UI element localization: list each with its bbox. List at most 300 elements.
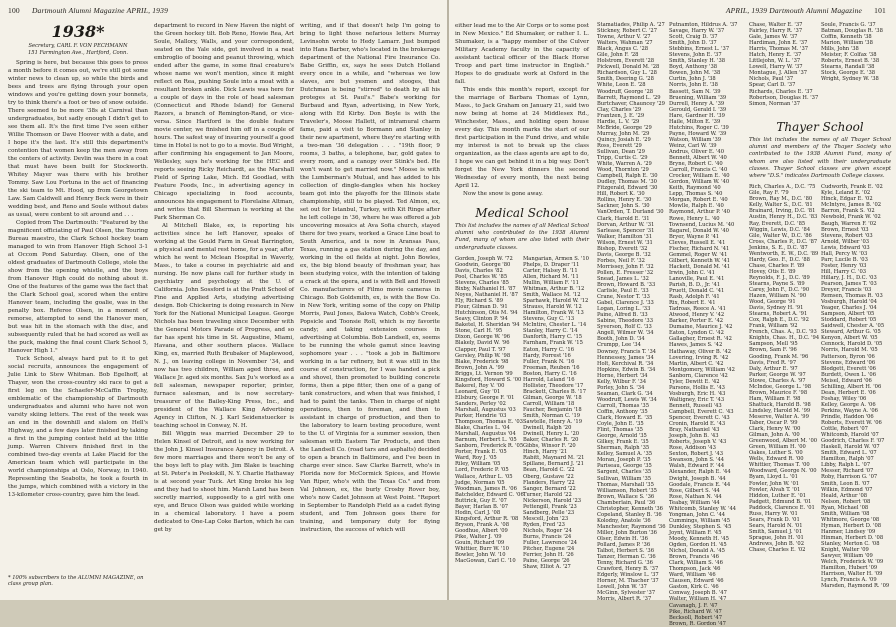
list-item: Roberts, Joseph V. '43: [669, 439, 727, 446]
list-item: Hutchins, Roger C. '39: [669, 124, 729, 131]
list-item: Logan, Loring L. '33: [597, 306, 651, 313]
list-item: Kenyon, Albert W. '05: [821, 335, 878, 342]
list-item: Smith, Samuel J. '01: [749, 528, 803, 535]
list-item: Thompson, Thomas E. '03: [455, 419, 523, 426]
list-item: VanOrden, T. Durland '30: [597, 209, 664, 216]
list-item: Smith, Stanley H. '38: [669, 58, 726, 65]
list-item: Gile, Walter W., D.C. '86: [749, 232, 812, 239]
list-item: Stearns, Robert A. '91: [749, 311, 808, 318]
list-item: Greenwood, Albert M. '00: [749, 438, 818, 445]
list-item: Hutchinson, Otis M. '94: [455, 310, 518, 317]
list-item: Chase, Charles F. '89: [749, 262, 805, 269]
medical-names-column-b: [523, 256, 589, 570]
list-item: Weinz, Carl W. '39: [669, 142, 717, 149]
list-item: Joseph, John B. '43: [669, 433, 719, 440]
list-item: Tenny, Richard G. '36: [597, 560, 653, 567]
list-item: Walter, William H. '47: [669, 596, 727, 603]
list-item: Shaw, Elliot A. '27: [523, 564, 571, 571]
list-item: Williamson, Robert '35: [597, 487, 657, 494]
list-item: Chamberlain, Paul '36: [597, 499, 656, 506]
list-item: Burns, Francis '24: [523, 533, 572, 540]
list-item: Spillane, Bernard J. '21: [523, 461, 584, 468]
list-item: Brown, Francis '46: [669, 554, 719, 561]
list-item: Booth, John D. '34: [597, 336, 645, 343]
list-item: Oberg, Gustave '22: [523, 473, 574, 480]
list-item: Knight, Walter '09: [821, 547, 869, 554]
column-1-text: [455, 22, 589, 198]
list-item: Brainard, Irving, D.C. '81: [749, 208, 816, 215]
list-item: Crane, Nestor T. '33: [597, 294, 650, 301]
list-item: Wallace, Arthur L. '05: [455, 473, 513, 480]
list-item: Simon, Norman '37: [749, 100, 801, 107]
list-item: Hanmer, Lindsey '09: [821, 528, 876, 535]
list-item: Kyle, Leland E. '02: [821, 190, 871, 197]
list-item: Pitcher, Eugene '24: [523, 546, 575, 553]
list-item: Hinch, Harry '21: [523, 449, 568, 456]
list-item: Hinck, Edgar E. '02: [821, 196, 873, 203]
list-item: Cox, Ralph E., D.C. '92: [749, 317, 809, 324]
list-item: Blodgett, Everett '06: [821, 365, 876, 372]
list-item: Whitcomb, Harold '07: [821, 432, 879, 439]
list-item: Morris, Albert R. '37: [597, 596, 652, 603]
list-item: Bryson, Frank A. '08: [455, 521, 510, 528]
list-item: Kingsford, Howard S. '00: [455, 376, 522, 383]
names-column-d: [821, 22, 891, 82]
list-item: Nickerson, Harold '23: [523, 497, 582, 504]
list-item: Snead, James L. '32: [597, 275, 649, 282]
left-column-2: [154, 22, 294, 534]
list-item: Payne, Howard W. '39: [669, 130, 727, 137]
list-item: Hathaway, Oliver B. '42: [669, 348, 732, 355]
thayer-school-note: This list includes the names of all Thayer School alumni and members of the Thayer Society who contributed to the 1938 Alumni Fund, many of whom are also listed with their undergraduate classes. Thayer School classes are given except where "D.S." indicates Dartmouth College classes.: [749, 137, 891, 180]
list-item: Wood, Thornton '29: [597, 167, 649, 174]
list-item: Thomas, Marshall '35: [597, 481, 654, 488]
column-1-text: [8, 59, 148, 499]
list-item: Teabay, William '44: [669, 499, 720, 506]
right-page: [449, 0, 896, 627]
list-item: Sawtelle, Henry A. '19: [523, 419, 582, 426]
thayer-names-column-b: [821, 184, 891, 589]
list-item: Pool, Charles W. '85: [455, 273, 508, 280]
list-item: Coffin, Kenneth '38: [821, 34, 872, 41]
list-item: Wells, Edward R. '00: [749, 456, 804, 463]
list-item: Boyd, Anthony '38: [669, 64, 718, 71]
list-item: Sackner, John S. '30: [597, 203, 650, 210]
list-item: Steward, Arthur G. '05: [821, 329, 881, 336]
list-item: Sanger, Bernard '22: [523, 485, 576, 492]
list-item: Stanley, Merton C. '08: [821, 540, 880, 547]
list-item: Stevens, Edward '06: [821, 359, 876, 366]
list-item: Rose, Addison '43: [669, 445, 716, 452]
list-item: Ellsbury, George F. '01: [455, 394, 515, 401]
list-item: Crawford, Henry B. '37: [597, 566, 659, 573]
list-item: Wilkin, Edmond '07: [821, 486, 873, 493]
list-item: Angell, Wilmer W. '34: [597, 330, 654, 337]
list-item: Fowler, Alvah T. '01: [749, 486, 801, 493]
list-item: Robertson, Douglas H. '37: [749, 94, 819, 101]
list-item: Wood, George '91: [749, 299, 796, 306]
paragraph: Now the snow is gone away.: [463, 191, 543, 197]
paragraph: Copied from The Dartmouth: "Featured by the magnificent officiating of Paul Olsen, the Touring Bureau maestro, the Clark School hockey team managed to win from Hanover High School 3-1 at Occom Pond Saturday. Olsen, one of the oldest graduates of Dartmouth College, stole the show from the opening whistle, and the boys from Hanover High could do nothing about it. One of the features of the game was the fact that the Clark School goal, scored when the entire Hanover team, including the goalie, was in the penalty box. Referee Olsen, in a moment of remorse, attempted to send the Hanover men, but was hit in the stomach with the disc, and subsequently ruled that he had scored as well as the puck, making the final count Clark School 5, Hanover High 1.": [8, 220, 148, 354]
list-item: Davis, Fred R. '97: [749, 359, 797, 366]
list-item: Gorden, Joseph W. '72: [455, 255, 513, 262]
list-item: Sawyer, William '09: [821, 553, 873, 560]
list-item: Clay, Charles '29: [597, 106, 642, 113]
list-item: Hollister, Theodore '17: [523, 382, 584, 389]
column-2-text: [154, 22, 294, 534]
list-item: Cennock, Harold D. '05: [821, 341, 883, 348]
list-item: Lanoville, Paul E. '41: [669, 275, 725, 282]
list-item: Campbell, Ralph E. '30: [597, 173, 658, 180]
list-item: Crocker, William E. '40: [669, 173, 730, 180]
list-item: Nelson, Robert '08: [821, 498, 871, 505]
list-item: Lowell, Harry W. '37: [749, 64, 803, 71]
list-item: Smith, Deering G. '28: [597, 76, 654, 83]
list-item: McGinn, Sylvester '37: [597, 590, 656, 597]
list-item: Hare, Gardner H. '39: [669, 112, 725, 119]
list-item: Nichol, Donald A. '45: [669, 548, 725, 555]
list-item: Saidwell, Chester A. '05: [821, 323, 885, 330]
list-item: Swanson, John S. '44: [669, 457, 725, 464]
list-item: Porley, John S. '34: [597, 384, 645, 391]
list-item: Padgett, Edmund B. '01: [749, 498, 812, 505]
list-item: Ward, William '46: [669, 572, 716, 579]
list-item: Buttrick, Guy E. '07: [455, 497, 507, 504]
list-item: Campbell, Everett C. '43: [669, 409, 734, 415]
list-item: Carlisle, Paul E. '33: [597, 288, 649, 295]
list-item: Whittier, Burr W. '10: [455, 546, 509, 553]
list-item: Syverson, Rolf C. '33: [597, 324, 652, 331]
list-item: Scott, Craig D. '37: [669, 34, 718, 41]
list-item: Cummings, William '45: [669, 517, 730, 524]
page-number-left: 100: [8, 6, 20, 15]
medical-school-lists: [455, 256, 589, 586]
list-item: Harrold, Leland '16: [523, 376, 575, 383]
list-item: Stamatiades, Philip A. '27: [597, 22, 665, 28]
list-item: Hinman, Herbert D. '08: [821, 534, 884, 541]
list-item: Parker, George W. '97: [749, 371, 806, 378]
list-item: Woodward, George N. '00: [749, 468, 817, 475]
list-item: Sampson, Albert '05: [821, 311, 875, 318]
list-item: Sullivan, William '35: [597, 475, 652, 482]
list-item: Wiggin, Lewis, D.C. '84: [749, 226, 811, 233]
list-item: Vosburgh, Harold '04: [821, 299, 878, 306]
list-item: Keith, Raymond '40: [669, 185, 721, 192]
list-item: Seavy, Clinton P. '94: [455, 316, 508, 323]
list-item: Sears, Frank D. '01: [749, 516, 800, 523]
list-item: Sabine, Theodore '33: [597, 318, 653, 325]
list-item: Russ, Harry W. '01: [749, 510, 798, 517]
list-item: Lepp, Thomas S. '40: [669, 191, 723, 198]
list-item: Burdett, Owen L. '06: [821, 371, 877, 378]
list-item: Arnold, Wilber '03: [821, 238, 870, 245]
list-item: Foshay, Wiley '06: [821, 395, 867, 402]
list-item: Putnamton, Hildrus A. '37: [669, 22, 738, 28]
list-item: Knights, Chas. H., D.C. '94: [749, 335, 820, 342]
list-item: Coyle, John E. '35: [597, 421, 644, 428]
right-column-1: [455, 22, 589, 586]
list-item: White, Leon E. '28: [597, 82, 646, 89]
list-item: Sanders, Perley '02: [455, 400, 506, 407]
list-item: Soule, Francis G. '37: [821, 22, 876, 28]
list-item: Gale, James W. '37: [749, 34, 798, 41]
list-item: Dean, Herbert E. '06: [821, 389, 876, 396]
list-item: Allen, Richard M. '11: [523, 273, 579, 280]
list-item: Rollins, Henry E. '30: [597, 197, 652, 204]
list-item: Seaman, Clark G. '34: [597, 390, 653, 397]
list-item: Hovey, Otis E. '89: [749, 268, 796, 275]
list-item: Sargent, Charles '35: [597, 469, 652, 476]
list-item: Carey, John F., D.C. '90: [749, 287, 810, 294]
list-item: Sullivan, Dean '29: [597, 148, 645, 155]
list-item: Marshall, Augustus '04: [455, 431, 516, 438]
list-item: Pettengill, Frank '23: [523, 503, 577, 510]
list-item: Strauss, Harold W. '12: [523, 304, 582, 311]
list-item: Conway, Joseph B. '47: [669, 590, 727, 597]
list-item: Farnham, Frank W. '15: [523, 340, 583, 347]
list-item: Hiddon, Luther E. '01: [749, 492, 807, 499]
list-item: Atwood, Henry V. '42: [669, 312, 725, 319]
list-item: Hillary, J. H., D.C. '03: [821, 274, 877, 281]
list-item: Sanborn, Frederick R. '05: [455, 443, 524, 450]
list-item: Clark, Henry W. '00: [749, 426, 801, 433]
list-item: Hennessey, James '34: [597, 354, 654, 361]
list-item: Savage, Harry W. '37: [669, 28, 725, 35]
list-item: Freeman, Reuben '16: [523, 364, 580, 371]
list-item: Lovering, Irving R. '42: [669, 354, 729, 361]
list-item: Bayer, Harlan B. '07: [455, 503, 509, 510]
list-item: Parr, Lucile B. '03: [821, 256, 868, 263]
list-item: Bryne, Robert C. '40: [669, 161, 723, 168]
running-head-left: [8, 6, 168, 15]
list-item: Newbold, Frank W. '02: [821, 214, 881, 221]
list-item: Whitmore, George '08: [821, 516, 880, 523]
list-item: Kingsford, Arthur R. '08: [455, 515, 519, 522]
list-item: Kolodny, Anatole '36: [597, 517, 651, 524]
list-item: Ferrier, John H. '26: [523, 552, 574, 559]
paragraph: writing, and if that doesn't help I'm going to bring to light those nefarious letters Murray Levinsohn wrote to Hedy Lamarr. Just bumped into Hans Barber, who's located in the brokerage department of the National Fire Insurance Co. Babe Griffin, ex, says he sees Dutch Holland every once in a while, and "whereas we low slaves, are but yesmen and stooges, that Dutchman is being "stirred" to death by all his proteges at St. Paul's." Babe's working for Burbaud and Ryan, advertising, in New York, along with Ed Kirby. Don Boyle is with the Traveler's, Moose Hallett, of intramural charm fame, paid a visit to Bormann and Stanley in their new apartment, where they're starting with a two-man '36 delegation . . . "19th floor, 9 rooms, 3 baths, a telephone, bar, gold gates to every room, and a canopy over Stink's bed. He won't want to get married now." Moose is with the Lumberman's Mutual, and has added to his collection of dingle-dangles when his hockey team got into the playoffs for the Illinois state championship, still to be played. Ted Almon, ex, set out for Istanbul, Turkey, with Kit Ringe after he left college in '36, where he was offered a job uncovering mosaics at Ava Sofia church, stayed there for two years, worked a Grace Line boat to South America, and is now in Aransas Pass, Texas, running a gas station during the day, and working in the oil fields at night. John Bowles, ex, the big blond beauty of freshman year, has been studying voice, with the intention of taking a crack at the opera, and is with Bell and Howell Co. manufacturers of Filmo movie cameras in Chicago. Bob Goldsmith, ex, is with the Bow Co. in New York, writing some of the copy on Philip Morris, Paul Jones, Balova Watch, Cobb's Creek, Popsicle and Toonsie Roll, which is my favorite candy; and taking extension courses in advertising at Columbia. Bob Landsell, ex, seems to be running the whole gamut since leaving sophomore year . . . "took a job in Baltimore working in a tar refinery, but it was still in the course of construction, for I was handed a pick and shovel, then promoted to building concrete forms, then a pipe fitter, then one of a gang of tank constructors, and when that was finished, I had to paint the tanks. Then in charge of night operations, then to foreman, and then to assistant in charge of production, and then to the laboratory to learn testing procedure, went to the U. of Virginia for a summer session, then salesman with Eastern Tar Products, and then the Landsell Co. (road tars and asphalts) decided to open a branch in Baltimore, and I've been in charge ever since. Saw Clarke Barrett, who's in Florida now for McCormick Spices, and Howie Van Riper, who's with the Texas Co." and from Val Johnson, ex, the burly Crosby Rover boy, who's now Cadet Johnson at West Point. "Report in September to Randolph Field as a cadet flying student, and Tom Johnson goes there for training, and temporary duty for flying instruction, the success of which will: [300, 23, 440, 533]
footnote: * 100% subscribers to the ALUMNI MAGAZINE, on class group plan.: [8, 574, 144, 588]
list-item: Vosburgh, Eric H. '43: [669, 390, 726, 397]
list-item: Kelly, Wilbur F. '34: [597, 378, 647, 385]
list-item: Tyler, Dewitt E. '42: [669, 378, 720, 385]
list-item: Goodwin, George '80: [455, 261, 511, 268]
list-item: Cavanagh, J. F. '47: [669, 602, 718, 609]
list-item: Sexton, Robert J. '43: [669, 451, 724, 458]
list-item: Mescell, John '23: [523, 515, 569, 522]
list-item: Phelps, D. Draper '11: [523, 261, 580, 268]
right-column-3-names: [597, 22, 665, 603]
list-item: Dreyer, Francis '03: [821, 287, 872, 294]
list-item: Bowen, John M. '38: [669, 70, 721, 77]
list-item: Hamilton, Ralph '07: [821, 456, 874, 463]
list-item: Stevens, Charles '85: [455, 280, 509, 286]
list-item: Clapper, Paul T. '97: [455, 346, 506, 353]
list-item: Smith, William '08: [821, 510, 870, 517]
list-item: Gerould, Gerald I. '39: [669, 106, 727, 113]
list-item: Dwight, Joseph B. '44: [669, 475, 726, 482]
list-item: Rix, Robert E. '41: [669, 300, 716, 307]
list-item: Woodruff, Lewis W. '34: [597, 396, 657, 403]
list-item: Carroll, William '18: [523, 400, 575, 407]
list-item: Rasb, Adolph F. '41: [669, 294, 720, 301]
list-item: Cudworth, Frank E. '02: [821, 184, 883, 191]
medical-school-heading: Medical School: [475, 206, 569, 220]
list-item: Patterson, Byron '06: [821, 353, 875, 360]
list-item: Montgomery, William '42: [669, 366, 735, 373]
list-item: Hackett, Donald M. '41: [669, 263, 731, 270]
list-item: Gilman, John A. '00: [749, 432, 800, 439]
list-item: Green, William H. '00: [749, 444, 806, 451]
list-item: Bassett, Sam N. '39: [669, 88, 721, 95]
list-item: Montague, J. Allen '37: [749, 70, 808, 77]
list-item: Brown, Sam F. '96: [749, 347, 797, 354]
paragraph: This ends this month's report, except for the marriage of Barbara Thomas of Lynn, Mass., to Jack Graham on January 21, said two now being at home at 24 Middlesex Rd., Winchester, Mass., and holding open house every day. This month marks the start of our first participation in the Fund drive, and while my interest is not to break up the class organization, as the class agents are apt to do, I hope we can get behind it in a big way. Don't forget the New York dinners the second Wednesday of every month, the next being April 12.: [455, 87, 589, 189]
list-item: Brown, John A. '99: [455, 364, 505, 371]
list-item: Morrissey, John F. '32: [597, 263, 654, 270]
list-item: Brown, R. Gordon '47: [669, 620, 726, 627]
list-item: Meisel, Edward '06: [821, 377, 872, 384]
list-item: Sparhawk, Harold W. '12: [523, 298, 589, 305]
paragraph: Spring is here, but because this goes to press a month before it comes out, we're still got some winter news to clean up, so while the birds and bees and trees are flying through your open windows and you're getting down your bonnets, try to think there's a foot or two of snow outside. There seemed to be more '38s at Carnival than undergraduates, but sadly enough I didn't get to see them all. It's the first time I've seen either Willie Thomson or Dave Hoover with a date, and I hope it's the last. It's still this department's contention that women keep the men away from the centers of activity. Devlin was there in a coat that must have been built for Stockworth. Whitey Mayer was there with his brother Tommy. Saw Lou Fortuna in the act of financing the ski team to Mt. Hood, up from Georgetown Law. Sam Caldwell and Henry Beck were in their wedding best, and Reno and Soule without dates as usual, were content to sit around and . . .: [8, 60, 148, 218]
list-item: Spear, Carl D. '37: [749, 82, 796, 89]
list-item: Durrell, Henry A. '39: [669, 100, 725, 107]
left-page: [0, 0, 447, 600]
running-head-right: [726, 6, 886, 15]
list-item: Fowler, John W. '01: [749, 480, 800, 487]
list-item: Manchester, Raymond '36: [597, 523, 666, 530]
list-item: Marsden, Raymond R. '09: [821, 583, 890, 590]
list-item: Brown, Howard B. '33: [597, 282, 656, 289]
list-item: Bean, Harold C. '22: [523, 467, 575, 474]
list-item: Alexander, Ralph E. '44: [669, 469, 731, 476]
list-item: Rose, Nathan N. '44: [669, 493, 722, 500]
secretary-address: 151 Farmington Ave., Hartford, Conn.: [27, 49, 129, 56]
list-item: Coffin, Anthony '35: [597, 409, 648, 415]
list-item: Waltigney, Eric T. '43: [669, 396, 725, 403]
list-item: Brown, Ray M., D.C. '80: [749, 196, 813, 203]
list-item: Quincy, Josiah E. '29: [597, 136, 651, 143]
list-item: Pollen, E. Fresser '32: [597, 269, 654, 276]
list-item: Goodale, Francis E. '44: [669, 481, 731, 488]
list-item: Stickney, Robert C. '27: [597, 28, 658, 35]
list-item: Fuller, Lawrence '24: [523, 540, 578, 547]
list-item: Wilson, Ernest W. '31: [597, 239, 653, 246]
list-item: Downey, Francis T. '34: [597, 348, 657, 355]
list-item: Lynch, Francis A. '09: [821, 577, 877, 584]
list-item: Frantzen, J. E. '29: [597, 112, 645, 119]
list-item: Cleves, Russell E. '41: [669, 239, 726, 246]
list-item: Walker, Hamilton '31: [597, 233, 653, 240]
list-item: Remsen, Thomas R. '03: [821, 293, 883, 300]
list-item: Holstrom, Everett '28: [597, 58, 655, 65]
list-item: Gabel, Clarence J. '33: [597, 300, 654, 307]
list-item: Chase, Charles E. '02: [749, 547, 806, 554]
list-item: Dwinell, Henry L. '20: [523, 431, 580, 438]
list-item: Roberts, Everett W. '06: [821, 420, 882, 427]
list-item: Baugh, Warren F. '02: [821, 220, 877, 227]
list-item: Yongman, John C. '44: [669, 511, 726, 518]
list-item: Rich, Charles A., D.C. '75: [749, 184, 816, 191]
list-item: Hamilton, Frank W. '13: [523, 310, 584, 317]
list-item: Smith, Norman C. '19: [523, 413, 581, 420]
list-item: Barnum, Herbert L. '05: [455, 437, 517, 444]
list-item: Kelley, Samuel A. '35: [597, 451, 653, 458]
right-column-5: [749, 22, 891, 590]
list-item: Haskell, Harold W. '07: [821, 444, 880, 451]
list-item: Towne, Arthur V. '27: [597, 34, 651, 41]
list-item: Copeland, Stanley B. '36: [597, 511, 662, 518]
list-item: Parsons, Hollis E. '43: [669, 384, 725, 391]
list-item: Leonard, Guy '01: [455, 388, 501, 395]
list-item: Libby, Ralph L. '07: [821, 462, 871, 469]
list-item: Holt, Kerchival R. '34: [597, 360, 654, 367]
list-item: Harrison, Walter H. '09: [821, 571, 883, 578]
thayer-school-heading: Thayer School: [776, 120, 864, 134]
list-item: Hopkins, Edwin B. '34: [597, 366, 656, 373]
list-item: Chase, Walter E. '37: [749, 22, 803, 28]
list-item: Joynt, William F. '45: [669, 529, 722, 536]
list-item: Whitcomb, Stanley W. '44: [669, 505, 737, 512]
list-item: Stearns, Payne S. '89: [749, 280, 805, 287]
list-item: Christopher, Kenneth '36: [597, 505, 663, 512]
paragraph: Tuck School, always hard put to it to get social recruits, announces the engagement of Julie Link to Stew Whitman. Bob Egelhoff, at Thayer, won the cross-country ski race to get a first leg on the Schaefer-McCaffin Trophy, emblematic of the championship of Dartmouth undergraduates and alumni who have not won varsity skiing letters. The rest of the week was an end in the downhill and slalom on Hell's Highway, and a few days later finished by taking a first in the jumping contest held at the little jump. Warren Chivers finished first in the combined two-day events at Lake Placid for the American team which will participate in the world championships at Oslo, Norway, in 1940. Representing the Seabolts, he took a fourth in the jumps, which combined with a victory in the 13-kilometer cross-country, gave him the lead.: [8, 356, 148, 498]
list-item: Hawes, James S. '42: [669, 342, 723, 349]
list-item: Stevens, John E. '37: [669, 52, 722, 59]
list-item: Moran, Joseph P. '35: [597, 457, 651, 464]
list-item: Sherman, Ralph '35: [597, 445, 650, 452]
list-item: Eaton, Harry C. '16: [523, 346, 574, 353]
list-item: Eaton, Lyndon C. '42: [669, 330, 724, 337]
list-item: Hyman, Herbert D. '08: [821, 522, 882, 529]
list-item: Tripp, Curtis C. '29: [597, 155, 648, 162]
list-item: Goodhue, Albert '09: [455, 527, 508, 534]
list-item: Cottle, Robert '07: [821, 426, 868, 433]
list-item: Thompson, Jack '46: [669, 566, 721, 573]
list-item: Shattuck, Harold B. '98: [749, 401, 811, 408]
list-item: Batchelder, Edward C. '06: [455, 491, 524, 498]
list-item: Yeager, Charles J. '04: [821, 305, 877, 312]
list-item: Gilbert, Kenneth W. '41: [669, 257, 731, 264]
list-item: Cronin, Harold E. '43: [669, 421, 726, 428]
list-item: Baketel, H. Sheridan '94: [455, 322, 520, 329]
list-item: Ryden, Fred '23: [523, 521, 565, 528]
list-item: Lewis, Edward '03: [821, 244, 870, 251]
list-item: Forbes, Neil F. '32: [597, 257, 645, 264]
list-item: Sears, Harold N. '01: [749, 522, 803, 529]
list-item: Stanley, Harry C. '14: [523, 328, 578, 335]
list-item: Black, Angus C. '28: [597, 46, 649, 53]
list-item: Brown, Wallace S. '36: [597, 493, 655, 500]
list-item: Richards, Charles E. '37: [749, 88, 813, 95]
list-item: Perkins, Wayne A. '06: [821, 407, 878, 414]
list-item: Rowe, Henry L. '40: [669, 215, 720, 222]
list-item: Tadroas, Reece A. '41: [669, 306, 726, 313]
list-item: Dorvan, Arthur W. '31: [597, 221, 655, 228]
list-item: Sandberg, Pelle '23: [523, 509, 575, 516]
list-item: Andrus, Oliver E. '40: [669, 148, 725, 155]
list-item: Dumaine, Maurice J. '42: [669, 324, 733, 331]
list-item: Norris, Harold M. '05: [821, 347, 878, 354]
list-item: Gersley, Philip W. '98: [455, 352, 511, 359]
list-item: Carroll, Thomas '35: [597, 402, 650, 409]
list-item: Smith, Wallace M. '12: [523, 292, 581, 299]
list-item: Rose, Gilbert S. '44: [669, 487, 720, 494]
list-item: Watson, William '39: [669, 136, 722, 143]
list-item: Baker, Charles R. '20: [523, 437, 579, 444]
list-item: Carter, Halsey B. '11: [523, 267, 578, 274]
list-item: Gaston, Kirk C. '46: [669, 584, 719, 591]
